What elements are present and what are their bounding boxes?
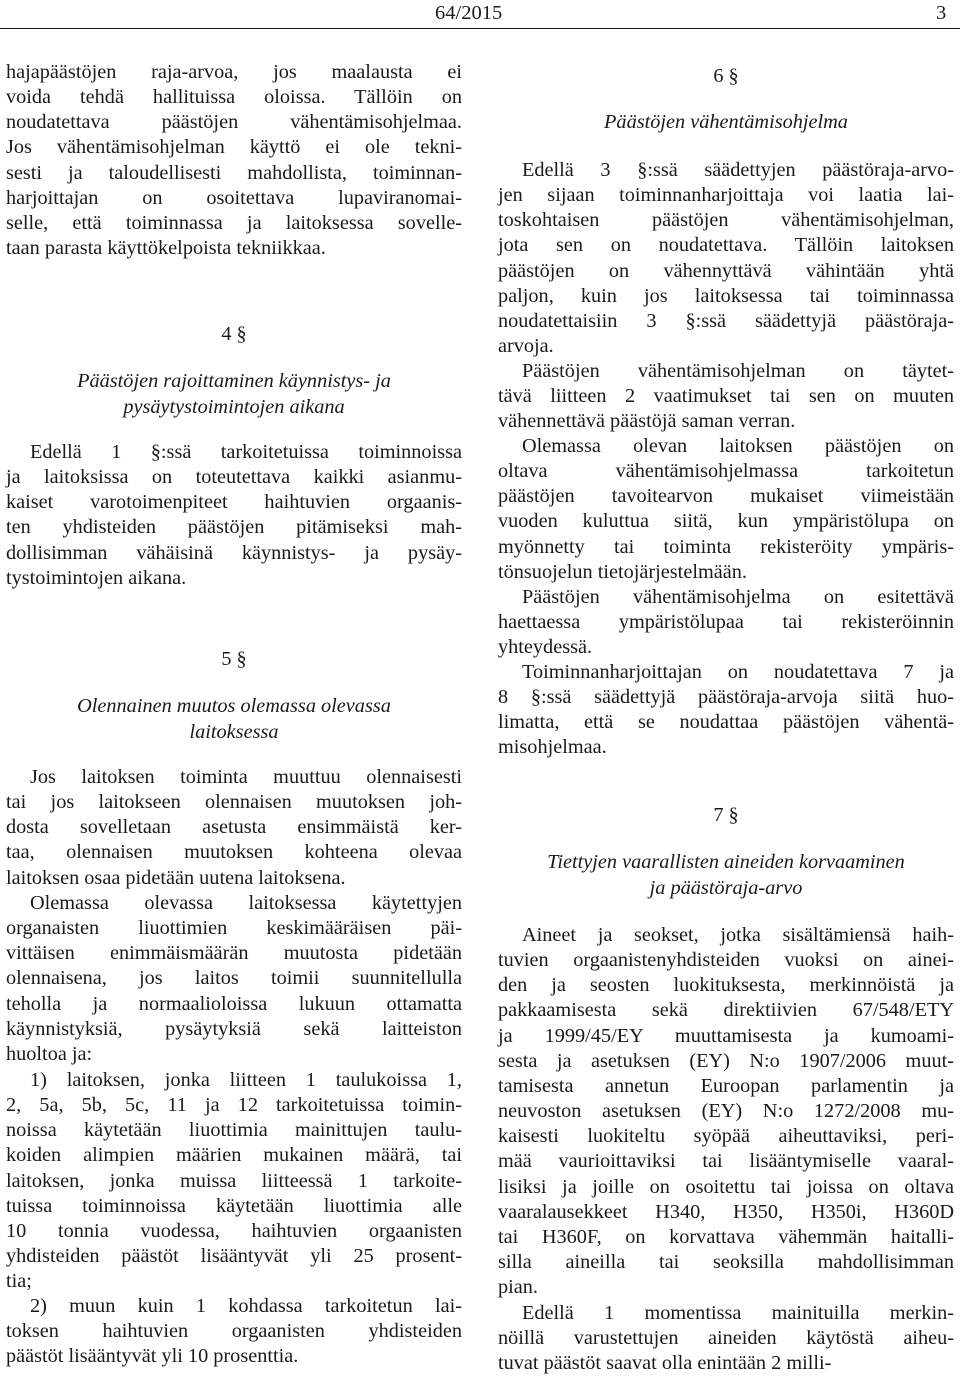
paragraph-line: limatta, että se noudattaa päästöjen vähentä-	[498, 711, 954, 734]
paragraph-line: vittäisen enimmäismäärän muutosta pidetään	[6, 942, 462, 965]
section-title: Tiettyjen vaarallisten aineiden korvaaminen	[547, 851, 905, 873]
paragraph-line: pian.	[498, 1276, 538, 1299]
paragraph-line: den ja seosten luokituksesta, merkinnöistä ja	[498, 974, 954, 997]
section-title: Päästöjen rajoittaminen käynnistys- ja	[77, 370, 391, 392]
paragraph-line: tystoimintojen aikana.	[6, 566, 187, 589]
paragraph-line: teholla ja normaalioloissa lukuun ottamatta	[6, 992, 462, 1015]
paragraph-line: haettaessa ympäristölupaa tai rekisteröinnin	[498, 611, 954, 634]
paragraph-line: noudatettava päästöjen vähentämisohjelmaa.	[6, 111, 462, 134]
paragraph-line: tia;	[6, 1270, 32, 1293]
paragraph-line: kaisesti luokiteltu syöpää aiheuttaviksi, peri-	[498, 1125, 954, 1148]
paragraph-line: ja 1999/45/EY muuttamisesta ja kumoami-	[498, 1024, 954, 1047]
page-number: 3	[936, 2, 947, 24]
paragraph-line: yhteydessä.	[498, 636, 593, 659]
section-title: Päästöjen vähentämisohjelma	[604, 111, 848, 133]
paragraph-line: huoltoa ja:	[6, 1042, 93, 1065]
paragraph-line: vähennettävä päästöjä saman verran.	[498, 410, 796, 433]
section-title: Olennainen muutos olemassa olevassa	[77, 695, 391, 717]
paragraph-line: päästöt lisääntyvät yli 10 prosenttia.	[6, 1345, 299, 1368]
paragraph-line: tuvien orgaanistenyhdisteiden vuoksi on ainei-	[498, 949, 954, 972]
paragraph-line: tamisesta annetun Euroopan parlamentin ja	[498, 1074, 954, 1097]
paragraph-line: sesti ja taloudellisesti mahdollista, toiminnan-	[6, 161, 462, 184]
paragraph-line: Jos laitoksen toiminta muuttuu olennaisesti	[30, 766, 462, 788]
paragraph-line: arvoja.	[498, 335, 554, 358]
paragraph-line: Edellä 1 §:ssä tarkoitetuissa toiminnoissa	[30, 441, 462, 463]
paragraph-line: jen sijaan toiminnanharjoittaja voi laatia lai-	[498, 184, 954, 207]
paragraph-line: kaiset varotoimenpiteet haihtuvien orgaanis-	[6, 491, 462, 514]
paragraph-line: taa, olennaisen muutoksen kohteena olevaa	[6, 841, 462, 864]
section-number: 5 §	[221, 648, 247, 670]
paragraph-line: vuoden kuluttua siitä, kun ympäristölupa on	[498, 510, 954, 533]
paragraph-line: pakkaamisesta sekä direktiivien 67/548/ETY	[498, 999, 954, 1022]
paragraph-line: päästöjen on vähennyttävä vähintään yhtä	[498, 259, 954, 282]
paragraph-line: toksen haihtuvien orgaanisten yhdisteiden	[6, 1320, 462, 1343]
section-number: 7 §	[713, 804, 739, 826]
paragraph-line: silla aineilla tai seoksilla mahdollisimman	[498, 1250, 954, 1273]
paragraph-line: tuissa toiminnoissa käytetään liuottimia alle	[6, 1194, 462, 1217]
section-title: ja päästöraja-arvo	[649, 876, 803, 899]
paragraph-line: paljon, kuin jos laitoksessa tai toiminnassa	[498, 284, 954, 307]
paragraph-line: organaisten liuottimien keskimääräisen päi-	[6, 917, 462, 940]
paragraph-line: tai H360F, on korvattava vähemmän haitalli-	[498, 1225, 954, 1248]
paragraph-line: tönsuojelun tietojärjestelmään.	[498, 560, 747, 583]
paragraph-line: vaaralausekkeet H340, H350, H350i, H360D	[498, 1200, 954, 1223]
paragraph-line: oltava vähentämisohjelmassa tarkoitetun	[498, 460, 954, 483]
paragraph-line: myönnetty tai toiminta rekisteröity ympäris-	[498, 535, 954, 558]
paragraph-line: 2) muun kuin 1 kohdassa tarkoitetun lai-	[30, 1295, 462, 1317]
paragraph-line: 2, 5a, 5b, 5c, 11 ja 12 tarkoitetuissa toimin-	[6, 1094, 462, 1117]
paragraph-line: tuvat päästöt saavat olla enintään 2 milli-	[498, 1352, 832, 1375]
paragraph-line: selle, että toiminnassa ja laitoksessa sovelle-	[6, 211, 462, 234]
paragraph-line: 10 tonnia vuodessa, haihtuvien orgaanisten	[6, 1219, 462, 1242]
paragraph-line: noudatettaisiin 3 §:ssä säädettyjä päästöraja-	[498, 309, 954, 332]
paragraph-line: Aineet ja seokset, jotka sisältämiensä haih-	[522, 924, 954, 946]
paragraph-line: laitoksen osaa pidetään uutena laitoksena.	[6, 866, 346, 889]
paragraph-line: olennaisena, jos laitos toimii suunnitellulla	[6, 967, 462, 990]
paragraph-line: voida tehdä hallituissa oloissa. Tällöin on	[6, 86, 462, 109]
paragraph-line: hajapäästöjen raja-arvoa, jos maalausta ei	[6, 61, 462, 83]
paragraph-line: yhdisteiden päästöt lisääntyvät yli 25 prosent-	[6, 1245, 462, 1268]
paragraph-line: tai jos laitokseen olennaisen muutoksen joh-	[6, 791, 462, 814]
paragraph-line: noissa käytetään liuottimia mainittujen taulu-	[6, 1119, 462, 1142]
paragraph-line: neuvoston asetuksen (EY) N:o 1272/2008 mu-	[498, 1100, 954, 1123]
paragraph-line: ten yhdisteiden päästöjen pitämiseksi mah-	[6, 516, 462, 539]
paragraph-line: sesta ja asetuksen (EY) N:o 1907/2006 muut-	[498, 1049, 954, 1072]
paragraph-line: ja laitoksissa on toteutettava kaikki asianmu-	[6, 466, 462, 489]
paragraph-line: Päästöjen vähentämisohjelma on esitettävä	[522, 586, 954, 608]
paragraph-line: Edellä 3 §:ssä säädettyjen päästöraja-arvo-	[522, 159, 954, 181]
paragraph-line: käynnistyksiä, pysäytyksiä sekä laitteiston	[6, 1017, 462, 1040]
paragraph-line: koiden alimpien määrien mukainen määrä, tai	[6, 1144, 462, 1167]
paragraph-line: toskohtaisen päästöjen vähentämisohjelman,	[498, 209, 954, 232]
paragraph-line: Toiminnanharjoittajan on noudatettava 7 ja	[522, 661, 954, 683]
paragraph-line: 8 §:ssä säädettyjä päästöraja-arvoja siitä huo-	[498, 686, 954, 709]
issue-number: 64/2015	[435, 2, 503, 24]
section-number: 6 §	[713, 65, 739, 87]
paragraph-line: 1) laitoksen, jonka liitteen 1 taulukoissa 1,	[30, 1069, 462, 1091]
paragraph-line: dosta sovelletaan asetusta ensimmäistä ker-	[6, 816, 462, 839]
page-header	[0, 0, 960, 29]
section-title: pysäytystoimintojen aikana	[123, 395, 345, 418]
paragraph-line: lisiksi ja joille on osoitettu tai joissa on oltava	[498, 1175, 954, 1198]
section-number: 4 §	[221, 323, 247, 345]
paragraph-line: päästöjen tavoitearvon mukaiset viimeistään	[498, 485, 954, 508]
paragraph-line: laitoksen, jonka muissa liitteessä 1 tarkoite-	[6, 1169, 462, 1192]
paragraph-line: dollisimman vähäisinä käynnistys- ja pysäy-	[6, 541, 462, 564]
paragraph-line: Olemassa olevassa laitoksessa käytettyjen	[30, 892, 462, 914]
paragraph-line: Olemassa olevan laitoksen päästöjen on	[522, 435, 954, 457]
paragraph-line: nöillä varustettujen aineiden käytöstä aiheu-	[498, 1327, 954, 1350]
paragraph-line: Jos vähentämisohjelman käyttö ei ole tekni-	[6, 136, 462, 159]
paragraph-line: taan parasta käyttökelpoista tekniikkaa.	[6, 237, 326, 260]
paragraph-line: harjoittajan on osoitettava lupaviranomai-	[6, 186, 462, 209]
paragraph-line: misohjelmaa.	[498, 736, 607, 759]
paragraph-line: Edellä 1 momentissa mainituilla merkin-	[522, 1302, 954, 1324]
paragraph-line: jota sen on noudatettava. Tällöin laitoksen	[498, 234, 954, 257]
section-title: laitoksessa	[189, 720, 279, 743]
paragraph-line: Päästöjen vähentämisohjelman on täytet-	[522, 360, 954, 382]
paragraph-line: tävä liitteen 2 vaatimukset tai sen on muuten	[498, 385, 954, 408]
paragraph-line: mää vaurioittaviksi tai lisääntymiselle vaaral-	[498, 1150, 954, 1173]
